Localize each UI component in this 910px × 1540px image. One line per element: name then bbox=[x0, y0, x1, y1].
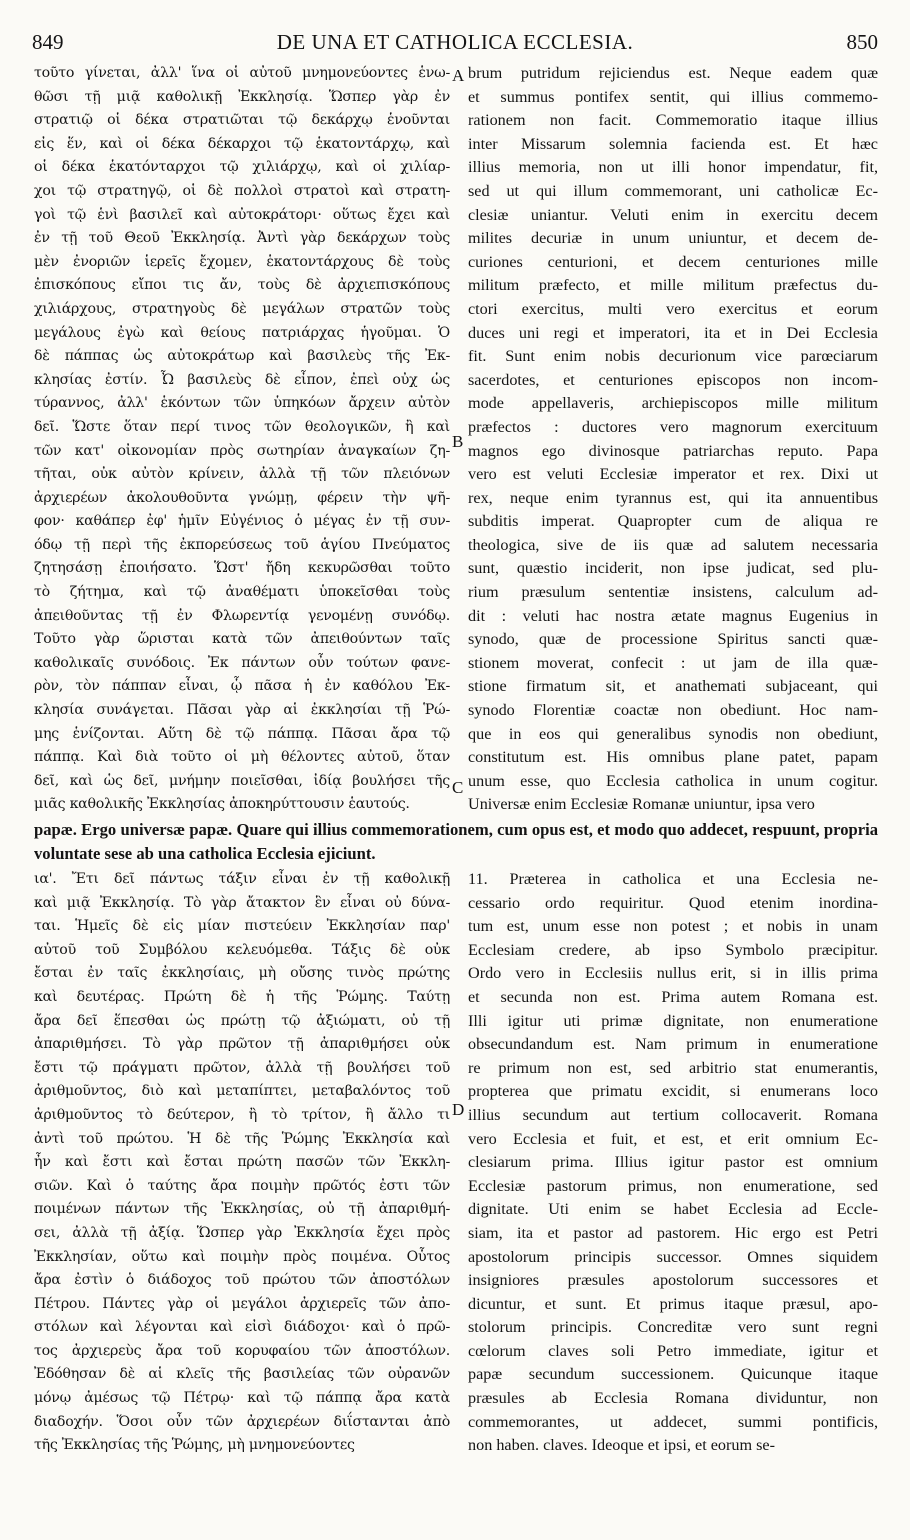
latin-text-line: vero est veluti Ecclesiæ imperator et rex. Dixi ut bbox=[468, 465, 878, 484]
greek-text-line: τύραννος, ἀλλ' ἑκόντων τῶν ὑπηκόων ἄρχειν αὐτὸν bbox=[34, 395, 450, 412]
latin-text-line: Ecclesiæ pastorum primus, non enumeratione, sed bbox=[468, 1176, 878, 1195]
greek-column-top bbox=[34, 62, 450, 822]
latin-text-line: Universæ enim Ecclesiæ Romanæ uniuntur, ipsa vero bbox=[468, 795, 815, 814]
margin-letter-c: C bbox=[452, 778, 464, 797]
greek-text-line: ἐπισκόπους εἴποι τις ἄν, τοὺς δὲ ἀρχιεπισκόπους bbox=[34, 277, 450, 294]
greek-text-line: χοι τῷ στρατηγῷ, οἱ δὲ πολλοὶ στρατοὶ καὶ στρατη- bbox=[34, 182, 450, 199]
latin-text-line: re primum non est, sed arbitrio stat enumerantis, bbox=[468, 1058, 878, 1077]
greek-text-line: στρατιῷ οἱ δέκα στρατιῶται τῷ δεκάρχῳ ἑνοῦνται bbox=[34, 112, 450, 129]
greek-text-line: διαδοχήν. Ὅσοι οὖν τῶν ἀρχιερέων διΐστανται ἀπὸ bbox=[34, 1413, 450, 1430]
greek-text-line: Τοῦτο γὰρ ὥρισται κατὰ τῶν ἀπειθούντων ταῖς bbox=[34, 631, 450, 648]
greek-text-line: ἀρχιερέων ἀκολουθοῦντα γνώμῃ, φέρειν τὴν ψῆ- bbox=[34, 489, 450, 506]
latin-text-line: militum præfecto, et mille militum præfectus du- bbox=[468, 276, 878, 295]
latin-text-line: rium præsulum sententiæ insistens, calculum ad- bbox=[468, 583, 878, 602]
greek-text-line: πάππᾳ. Καὶ διὰ τοῦτο οἱ μὴ θέλοντες αὐτοῦ, ὅταν bbox=[34, 749, 450, 766]
latin-text-line: non haben. claves. Ideoque et ipsi, et eorum se- bbox=[468, 1436, 776, 1455]
greek-text-line: ἀντὶ τοῦ πρώτου. Ἡ δὲ τῆς Ῥώμης Ἐκκλησία καὶ bbox=[34, 1130, 450, 1147]
greek-text-line: τῆς Ἐκκλησίας τῆς Ῥώμης, μὴ μνημονεύοντες bbox=[34, 1437, 355, 1454]
full-width-bridge-text bbox=[34, 818, 878, 868]
latin-text-line: magnos ego divinosque patriarchas reputo. Papa bbox=[468, 441, 878, 460]
latin-text-line: fit. Sunt enim nobis decurionum vice parœciarum bbox=[468, 347, 878, 366]
latin-text-line: que in eos qui generalibus synodis non obediunt, bbox=[468, 724, 878, 743]
greek-text-line: οἱ δέκα ἑκατόνταρχοι τῷ χιλιάρχῳ, καὶ οἱ χιλίαρ- bbox=[34, 159, 450, 176]
greek-text-line: ἀριθμοῦντος, διὸ καὶ μεταπίπτει, μεταβαλόντος τοῦ bbox=[34, 1083, 450, 1100]
greek-text-line: γοὶ τῷ ἑνὶ βασιλεῖ καὶ αὐτοκράτορι· οὕτως ἔχει καὶ bbox=[34, 206, 450, 223]
greek-text-line: ἦν καὶ ἔστι καὶ ἔσται πρώτη πασῶν τῶν Ἐκκλη- bbox=[34, 1154, 450, 1171]
latin-text-line: synodo, quæ de processione Spiritus sancti quæ- bbox=[468, 630, 878, 649]
greek-text-line: ται. Ἡμεῖς δὲ εἰς μίαν πιστεύειν Ἐκκλησίαν παρ' bbox=[34, 918, 450, 935]
greek-text-line: κλησίας ἐστίν. Ὦ βασιλεὺς δὲ εἶπον, ἐπεὶ οὐχ ὡς bbox=[34, 371, 450, 388]
latin-text-line: stolorum principis. Concreditæ vero sunt regni bbox=[468, 1318, 878, 1337]
running-title: DE UNA ET CATHOLICA ECCLESIA. bbox=[276, 30, 634, 54]
greek-text-line: αὐτοῦ τοῦ Συμβόλου κελευόμεθα. Τάξις δὲ οὐκ bbox=[34, 941, 450, 958]
greek-text-line: μόνῳ ἀμέσως τῷ Πέτρῳ· καὶ τῷ πάππᾳ ἄρα κατὰ bbox=[34, 1390, 450, 1407]
greek-text-line: μιᾶς καθολικῆς Ἐκκλησίας ἀποκηρύττουσιν ἑαυτούς. bbox=[34, 796, 410, 813]
greek-text-line: ἀριθμοῦντος τὸ δεύτερον, ἢ τὸ τρίτον, ἢ ἄλλο τι bbox=[34, 1106, 450, 1123]
latin-text-line: ctori exercitus, multi vero exercitus et eorum bbox=[468, 299, 878, 318]
latin-text-line: cœlorum claves soli Petro immediate, igitur et bbox=[468, 1341, 878, 1360]
greek-text-line: καὶ μιᾷ Ἐκκλησίᾳ. Τὸ γὰρ ἄτακτον ἓν εἶναι οὐ δύνα- bbox=[34, 894, 450, 911]
greek-text-line: τῶν κατ' οἰκονομίαν πρὸς σωτηρίαν ἀναγκαίων ζη- bbox=[34, 442, 450, 459]
latin-text-line: præfectos : ductores vero magnorum exercituum bbox=[468, 417, 878, 436]
latin-text-line: synodo Florentiæ coactæ non obediunt. Hoc nam- bbox=[468, 701, 878, 720]
latin-text-line: brum putridum rejiciendus est. Neque eadem quæ bbox=[468, 64, 878, 82]
latin-column-top bbox=[468, 62, 878, 822]
greek-text-line: Ἐκκλησίαν, οὕτω καὶ ποιμὴν πρὸς ποιμένα. Οὗτος bbox=[34, 1248, 450, 1265]
greek-text-line: κλησία συνάγεται. Πᾶσαι γὰρ αἱ ἐκκλησίαι τῇ Ῥώ- bbox=[34, 702, 450, 719]
latin-text-line: constitutum est. His omnibus plane patet, papam bbox=[468, 748, 878, 767]
greek-text-line: ἀπαριθμήσει. Τὸ γὰρ πρῶτον τῇ ἀπαριθμήσει οὐκ bbox=[34, 1036, 450, 1053]
greek-text-line: ἔσται ἐν ταῖς ἐκκλησίαις, μὴ οὔσης τινὸς πρώτης bbox=[34, 965, 450, 982]
greek-text-line: φον· καθάπερ ἐφ' ἡμῖν Εὐγένιος ὁ μέγας ἐν τῇ συν- bbox=[34, 513, 450, 530]
greek-text-line: ἄρα ἐστὶν ὁ διάδοχος τοῦ πρώτου τῶν ἀποστόλων bbox=[34, 1272, 450, 1289]
latin-text-line: et summus pontifex sentit, qui illius commemo- bbox=[468, 87, 878, 106]
latin-text-line: stionem moverat, confecit : ut jam de illa quæ- bbox=[468, 653, 878, 672]
latin-text-line: inter Missarum solemnia facienda est. Et hæc bbox=[468, 134, 878, 153]
greek-text-line: μεγάλους ἐγὼ καὶ θείους πατριάρχας ἡγοῦμαι. Ὁ bbox=[34, 324, 450, 341]
running-header bbox=[32, 30, 878, 60]
greek-text-line: ζητησάσῃ ἐποιήσατο. Ὥστ' ἤδη κεκυρῶσθαι τοῦτο bbox=[34, 560, 450, 577]
margin-letter-d: D bbox=[452, 1100, 465, 1119]
latin-text-line: illius memoria, non ut illi honor impendatur, fit, bbox=[468, 158, 878, 177]
latin-text-line: apostolorum principis successor. Omnes siquidem bbox=[468, 1247, 878, 1266]
latin-text-line: obsecundandum est. Nam primum in enumeratione bbox=[468, 1035, 878, 1054]
latin-text-line: dignitate. Uti enim se habet Ecclesia ad Eccle- bbox=[468, 1200, 878, 1219]
page-number-left: 849 bbox=[32, 30, 64, 54]
greek-text-line: Ἐδόθησαν δὲ αἱ κλεῖς τῆς βασιλείας τῶν οὐρανῶν bbox=[34, 1366, 450, 1383]
greek-text-line: καθολικαῖς συνόδοις. Ἐκ πάντων οὖν τούτων φανε- bbox=[34, 654, 450, 671]
latin-text-line: 11. Præterea in catholica et una Ecclesia ne- bbox=[468, 870, 878, 888]
greek-text-line: χιλιάρχους, στρατηγοὺς δὲ μεγάλων στρατῶν τοὺς bbox=[34, 300, 450, 317]
greek-text-line: τὸ ζήτημα, καὶ τῷ ἀναθέματι ὑποκεῖσθαι τοὺς bbox=[34, 584, 450, 601]
latin-text-line: rex, neque enim tyrannus est, qui ita annuentibus bbox=[468, 488, 878, 507]
greek-text-line: ια'. Ἔτι δεῖ πάντως τάξιν εἶναι ἐν τῇ καθολικῇ bbox=[34, 871, 450, 887]
latin-text-line: curiones centurioni, et decem centuriones mille bbox=[468, 252, 878, 271]
greek-text-line: όδῳ τῇ περὶ τῆς ἐκπορεύσεως τοῦ ἁγίου Πνεύματος bbox=[34, 536, 450, 553]
greek-text-line: σει, ἀλλὰ τῇ ἀξίᾳ. Ὥσπερ γὰρ Ἐκκλησία ἔχει πρὸς bbox=[34, 1224, 450, 1241]
greek-text-line: ποιμένων πάντων τῆς Ἐκκλησίας, οὐ τῇ ἀπαριθμή- bbox=[34, 1201, 450, 1218]
latin-text-line: sacerdotes, et centuriones episcopos non incom- bbox=[468, 370, 878, 389]
greek-text-line: εἰς ἕν, καὶ οἱ δέκα δέκαρχοι τῷ ἑκατοντάρχῳ, καὶ bbox=[34, 135, 450, 152]
greek-text-line: σιῶν. Καὶ ὁ ταύτης ἄρα ποιμὴν πρῶτός ἐστι τῶν bbox=[34, 1177, 450, 1194]
greek-text-line: στόλων καὶ λέγονται καὶ εἰσὶ διάδοχοι· καὶ ὁ πρῶ- bbox=[34, 1319, 450, 1336]
latin-column-bottom bbox=[468, 868, 878, 1468]
greek-text-line: τῆται, οὐκ αὐτὸν κρίνειν, ἀλλὰ τῇ τῶν πλειόνων bbox=[34, 466, 450, 483]
greek-text-line: ρὸν, τὸν πάππαν εἶναι, ᾧ πᾶσα ἡ ἐν καθόλου Ἐκ- bbox=[34, 678, 450, 695]
greek-text-line: θῶσι τῇ μιᾷ καθολικῇ Ἐκκλησίᾳ. Ὥσπερ γὰρ ἐν bbox=[34, 88, 450, 105]
greek-text-line: τος ἀρχιερεὺς ἄρα τοῦ κορυφαίου τῶν ἀποστόλων. bbox=[34, 1342, 450, 1359]
latin-text-line: insigniores præsules apostolorum successores et bbox=[468, 1271, 878, 1290]
latin-text-line: duces uni regi et imperatori, ita et in Dei Ecclesia bbox=[468, 323, 878, 342]
margin-letter-a: A bbox=[452, 66, 465, 85]
page-number-right: 850 bbox=[846, 30, 878, 54]
bridge-paragraph: papæ. Ergo universæ papæ. Quare qui illius commemorationem, cum opus est, et modo quo addecet, respuunt, propria voluntate sese ab una catholica Ecclesia ejiciunt. bbox=[34, 820, 878, 863]
latin-text-line: mode appellaveris, archiepiscopos mille militum bbox=[468, 394, 878, 413]
greek-text-line: ἀπειθοῦντας τῇ ἐν Φλωρεντίᾳ γενομένῃ συνόδῳ. bbox=[34, 607, 450, 624]
greek-text-line: ἄρα δεῖ ἕπεσθαι ὡς πρώτῃ τῷ ἀξιώματι, οὐ τῇ bbox=[34, 1012, 450, 1029]
greek-text-line: τοῦτο γίνεται, ἀλλ' ἵνα οἱ αὐτοῦ μνημονεύοντες ἑνω- bbox=[34, 65, 450, 81]
latin-text-line: papæ secundum successionem. Quicunque itaque bbox=[468, 1365, 878, 1384]
latin-text-line: dicuntur, et sunt. Et primus itaque præsul, apo- bbox=[468, 1294, 878, 1313]
latin-text-line: dit : veluti hac nostra ætate magnus Eugenius in bbox=[468, 606, 878, 625]
greek-text-line: μης ἑνίζονται. Αὕτη δὲ τῷ πάππᾳ. Πᾶσαι ἄρα τῷ bbox=[34, 725, 450, 742]
margin-letter-b: B bbox=[452, 432, 464, 451]
greek-text-line: ἔστι τῷ πράγματι πρῶτον, ἀλλὰ τῇ βουλήσει τοῦ bbox=[34, 1059, 450, 1076]
latin-text-line: Ecclesiam credere, ab ipso Symbolo præcipitur. bbox=[468, 940, 878, 959]
latin-text-line: sunt, quæstio inciderit, non ipse judicat, sed plu- bbox=[468, 559, 878, 578]
latin-text-line: propterea que primatu excidit, si enumerans loco bbox=[468, 1082, 878, 1101]
latin-text-line: illius secundum aut tertium collocaverit. Romana bbox=[468, 1105, 878, 1124]
latin-text-line: cessario ordo requiritur. Quod etenim inordina- bbox=[468, 893, 878, 912]
greek-column-bottom bbox=[34, 868, 450, 1468]
latin-text-line: milites decuriæ in unum uniuntur, et decem de- bbox=[468, 229, 878, 248]
greek-text-line: ἐν τῇ τοῦ Θεοῦ Ἐκκλησίᾳ. Ἀντὶ γὰρ δεκάρχων τοὺς bbox=[34, 230, 450, 247]
latin-text-line: clesiæ uniantur. Veluti enim in exercitu decem bbox=[468, 205, 878, 224]
greek-text-line: Πέτρου. Πάντες γὰρ οἱ μεγάλοι ἀρχιερεῖς τῶν ἀπο- bbox=[34, 1295, 450, 1312]
latin-text-line: subditis imperat. Quapropter cum de aliqua re bbox=[468, 512, 878, 531]
latin-text-line: rationem non facit. Commemoratio itaque illius bbox=[468, 111, 878, 130]
latin-text-line: sed ut qui illum commemorant, uni catholicæ Ec- bbox=[468, 181, 878, 200]
greek-text-line: δεῖ, καὶ ὡς δεῖ, μνήμην ποιεῖσθαι, ἰδίᾳ βουλήσει τῆς bbox=[34, 772, 450, 789]
latin-text-line: præsules ab Ecclesia Romana dividuntur, non bbox=[468, 1389, 878, 1408]
latin-text-line: stione firmatum sit, et anathemati subjaceant, qui bbox=[468, 677, 878, 696]
latin-text-line: vero Ecclesia et fuit, et est, et erit omnium Ec- bbox=[468, 1129, 878, 1148]
greek-text-line: δὲ πάππας ὡς αὐτοκράτωρ καὶ βασιλεὺς τῆς Ἐκ- bbox=[34, 348, 450, 365]
latin-text-line: clesiarum prima. Illius igitur pastor est omnium bbox=[468, 1153, 878, 1172]
latin-text-line: tum est, unum esse non potest ; et nobis in unam bbox=[468, 917, 878, 936]
latin-text-line: siam, ita et pastor ad pastorem. Hic ergo est Petri bbox=[468, 1223, 878, 1242]
greek-text-line: καὶ δευτέρας. Πρώτη δὲ ἡ τῆς Ῥώμης. Ταύτῃ bbox=[34, 988, 450, 1005]
latin-text-line: Illi igitur uti primæ dignitate, non enumeratione bbox=[468, 1011, 878, 1030]
greek-text-line: δεῖ. Ὥστε ὅταν περί τινος τῶν θεολογικῶν, ἢ καὶ bbox=[34, 418, 450, 435]
greek-text-line: μὲν ἐνοριῶν ἱερεῖς ἔχομεν, ἑκατοντάρχους δὲ τοὺς bbox=[34, 253, 450, 270]
latin-text-line: Ordo vero in Ecclesiis nullus erit, si in illis prima bbox=[468, 964, 878, 983]
latin-text-line: theologica, sive de iis quæ ad salutem necessaria bbox=[468, 535, 878, 554]
latin-text-line: et secunda non est. Prima autem Romana est. bbox=[468, 987, 878, 1006]
latin-text-line: commemorantes, ut addecet, summi pontificis, bbox=[468, 1412, 878, 1431]
latin-text-line: unum esse, quo Ecclesia catholica in unum cogitur. bbox=[468, 771, 878, 790]
